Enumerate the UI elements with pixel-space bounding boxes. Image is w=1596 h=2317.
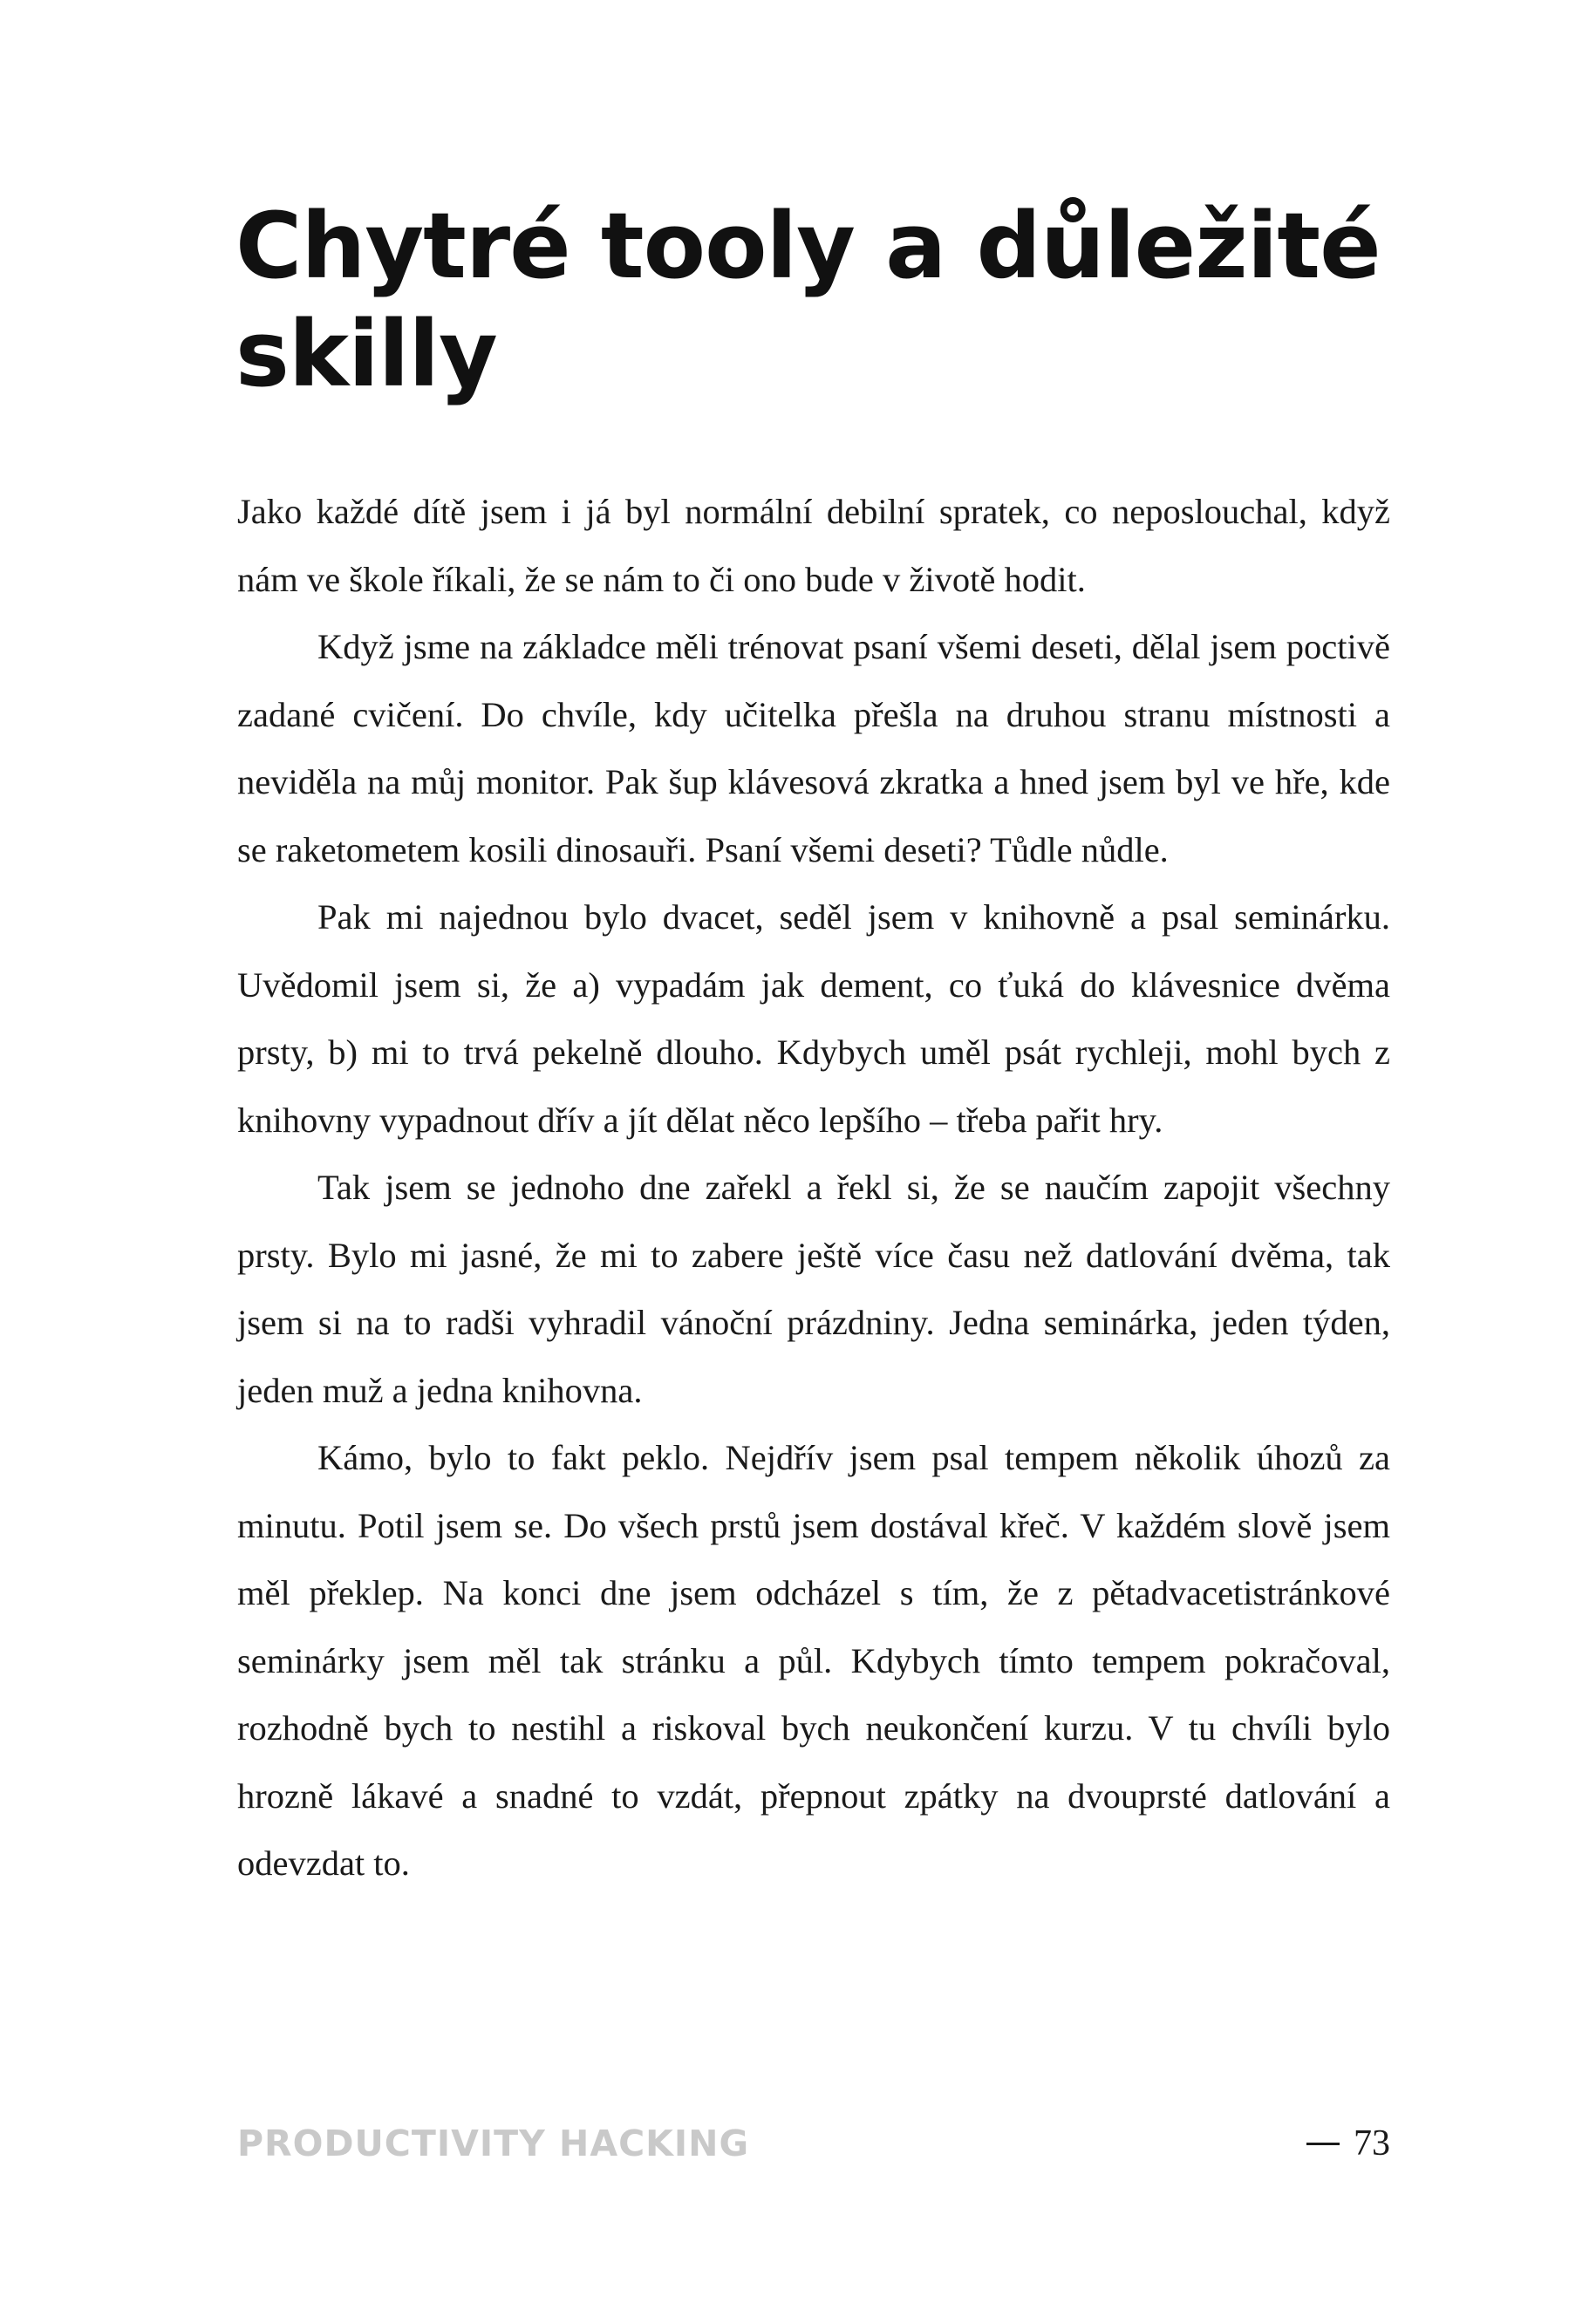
- chapter-title-line-2: skilly: [235, 301, 497, 407]
- paragraph-3: Pak mi najednou bylo dvacet, seděl jsem v knihovně a psal seminárku. Uvědomil jsem si, že a) vypadám jak dement, co ťuká do klávesnice dvěma prsty, b) mi to trvá pekelně dlouho. Kdybych uměl psát rychleji, mohl bych z knihovny vypadnout dřív a jít dělat něco lepšího – třeba pařit hry.: [237, 897, 1390, 1140]
- paragraph-4: Tak jsem se jednoho dne zařekl a řekl si, že se naučím zapojit všechny prsty. Bylo mi jasné, že mi to zabere ještě více času než datlování dvěma, tak jsem si na to radši vyhradil vánoční prázdniny. Jedna seminárka, jeden týden, jeden muž a jedna knihovna.: [237, 1168, 1390, 1410]
- paragraph-2: Když jsme na základce měli trénovat psaní všemi deseti, dělal jsem poctivě zadané cvičení. Do chvíle, kdy učitelka přešla na druhou stranu místnosti a neviděla na můj monitor. Pak šup klávesová zkratka a hned jsem byl ve hře, kde se raketometem kosili dinosauři. Psaní všemi deseti? Tůdle nůdle.: [237, 627, 1390, 869]
- em-dash-rule: [1306, 2143, 1340, 2145]
- paragraph-1: Jako každé dítě jsem i já byl normální debilní spratek, co neposlouchal, když nám ve škole říkali, že se nám to či ono bude v životě hodit.: [237, 492, 1390, 599]
- body-text: [237, 478, 1390, 1898]
- chapter-title: [235, 192, 1395, 408]
- page-number: 73: [1354, 2123, 1390, 2164]
- paragraph-5: Kámo, bylo to fakt peklo. Nejdřív jsem psal tempem několik úhozů za minutu. Potil jsem se. Do všech prstů jsem dostával křeč. V každém slově jsem měl překlep. Na konci dne jsem odcházel s tím, že z pětadvacetistránkové seminárky jsem měl tak stránku a půl. Kdybych tímto tempem pokračoval, rozhodně bych to nestihl a riskoval bych neukončení kurzu. V tu chvíli bylo hrozně lákavé a snadné to vzdát, přepnout zpátky na dvouprsté datlování a odevzdat to.: [237, 1438, 1390, 1883]
- page-number-block: [1306, 2119, 1390, 2168]
- chapter-title-line-1: Chytré tooly a důležité: [235, 193, 1381, 299]
- running-footer-title: PRODUCTIVITY HACKING: [237, 2123, 750, 2164]
